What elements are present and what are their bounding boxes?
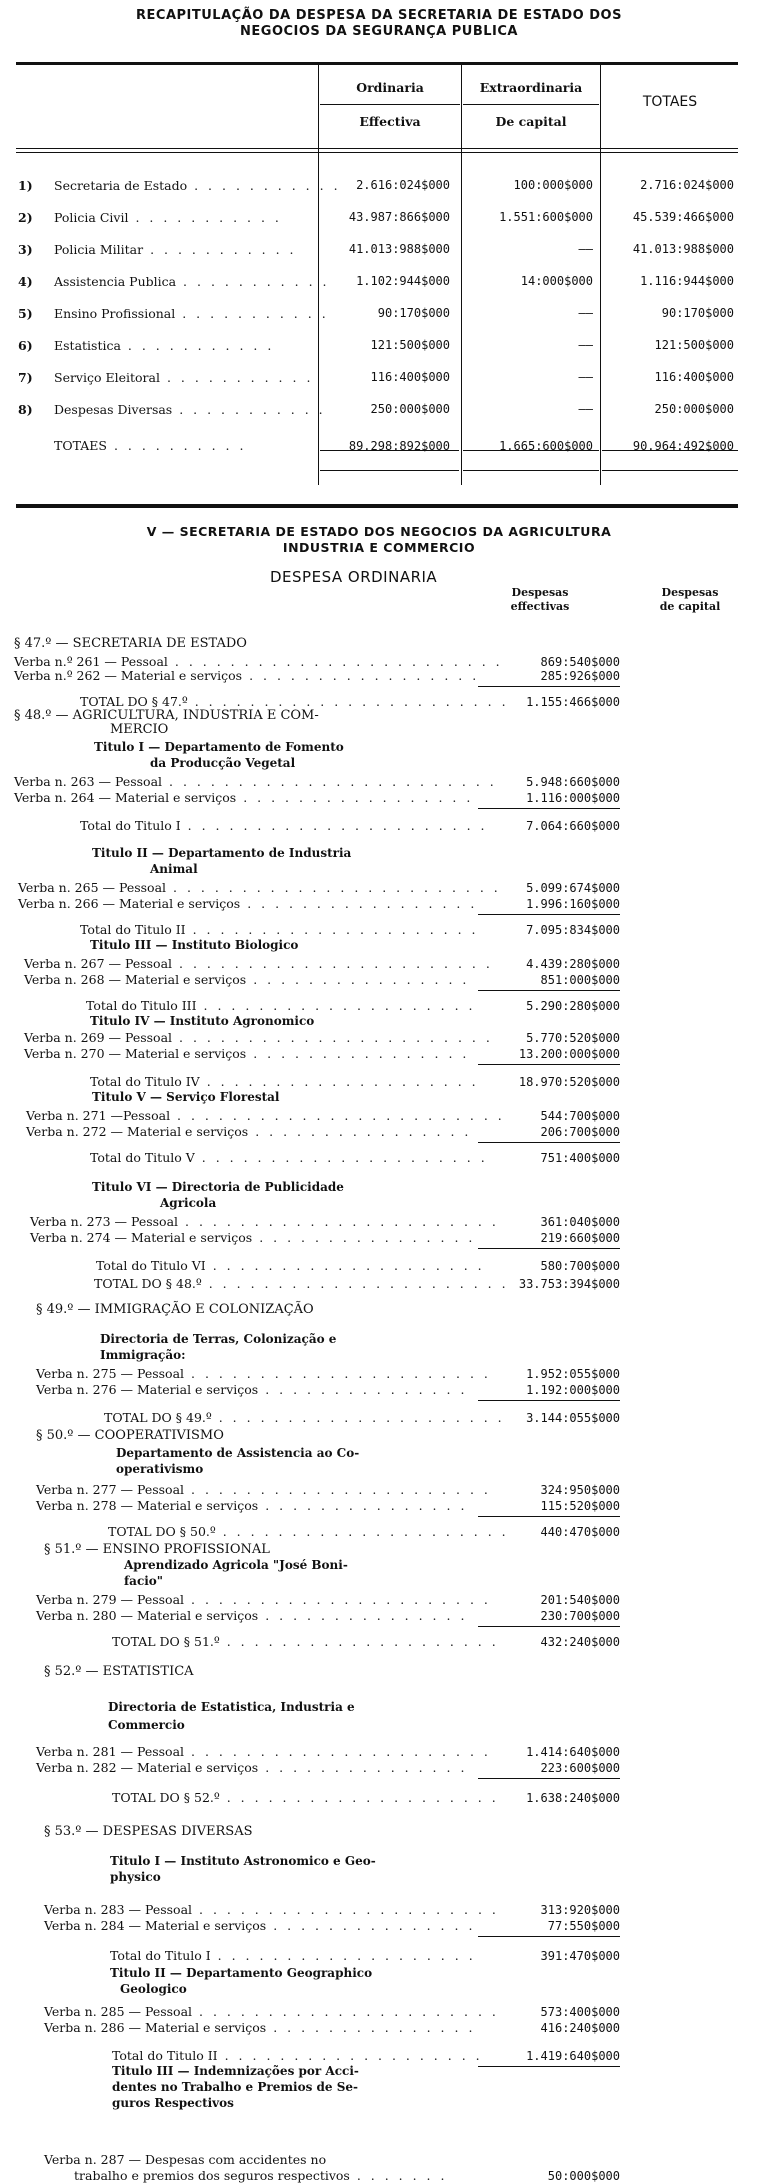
titulo-heading [92,1180,344,1194]
line-label: Immigração: [100,1348,186,1362]
line-value: 230:700$000 [540,1609,620,1623]
summary-row-extraordinaria: 100:000$000 [513,178,593,192]
line-value: 201:540$000 [540,1593,620,1607]
line-label: TOTAL DO § 47.º [80,694,188,709]
line-value: 115:520$000 [540,1499,620,1513]
summary-total-tot: 90.964:492$000 [632,439,734,453]
summary-row-number: 2) [18,210,33,225]
line-value: 285:926$000 [540,669,620,683]
verba-line: Verba n. 286 — Material e serviços . . . . . . . . . . . . . . . [44,2020,476,2035]
line-label: Verba n. 274 — Material e serviços [30,1230,253,1245]
line-label: Titulo III — Indemnizações por Acci- [112,2064,359,2078]
verba-line: Verba n. 269 — Pessoal . . . . . . . . . . . . . . . . . . . . . . . [24,1030,493,1045]
line-value: 7.095:834$000 [526,923,620,937]
summary-row-label-text: Secretaria de Estado [54,178,188,193]
total-line: TOTAL DO § 52.º . . . . . . . . . . . . . . . . . . . . [112,1790,499,1805]
line-value: 5.948:660$000 [526,775,620,789]
sum-rule [478,990,620,991]
summary-row-extraordinaria: —— [578,402,593,416]
line-label: Titulo III — Instituto Biologico [90,938,299,952]
sum-rule [478,1778,620,1779]
total-line: Total do Titulo II . . . . . . . . . . . . . . . . . . . . . [80,922,479,937]
line-value: 440:470$000 [540,1525,620,1539]
summary-row-ordinaria: 1.102:944$000 [356,274,450,288]
line-label: § 53.º — DESPESAS DIVERSAS [44,1824,253,1839]
verba-line: Verba n. 277 — Pessoal . . . . . . . . . . . . . . . . . . . . . . [36,1482,491,1497]
paragraph-heading [110,722,168,737]
summary-row-extraordinaria: 14:000$000 [520,274,593,288]
summary-row-extraordinaria: —— [578,338,593,352]
line-value: 223:600$000 [540,1761,620,1775]
verba-line: Verba n. 279 — Pessoal . . . . . . . . . . . . . . . . . . . . . . [36,1592,491,1607]
line-label: facio" [124,1574,164,1588]
summary-total-ord: 89.298:892$000 [348,439,450,453]
line-label: Directoria de Estatistica, Industria e [108,1700,355,1714]
col-extraordinaria: Extraordinaria [479,80,583,95]
paragraph-heading [36,1302,314,1317]
summary-row-number: 6) [18,338,33,353]
titulo-heading [112,2096,234,2110]
paragraph-heading [36,1428,224,1443]
titulo-heading [108,1700,355,1714]
verba-line: Verba n. 273 — Pessoal . . . . . . . . . . . . . . . . . . . . . . . [30,1214,499,1229]
double-rule-ord [320,470,459,471]
titulo-heading [124,1574,163,1588]
line-label: TOTAL DO § 49.º [104,1410,212,1425]
ord-subrule [320,104,460,105]
titulo-heading [160,1196,216,1210]
line-value: 313:920$000 [540,1903,620,1917]
summary-row-label-text: Assistencia Publica [54,274,177,289]
sum-rule [478,686,620,687]
line-label: trabalho e premios dos seguros respectivos [74,2168,350,2183]
titulo-heading [108,1718,185,1732]
verba-line: Verba n. 281 — Pessoal . . . . . . . . . . . . . . . . . . . . . . [36,1744,491,1759]
col-effectiva: Effectiva [359,114,421,129]
summary-total-label: TOTAES . . . . . . . . . . [54,438,247,453]
line-label: Verba n. 280 — Material e serviços [36,1608,259,1623]
summary-row-total: 2.716:024$000 [640,178,734,192]
line-value: 1.192:000$000 [526,1383,620,1397]
paragraph-heading [44,1542,270,1557]
sum-rule [478,1142,620,1143]
total-line: Total do Titulo I . . . . . . . . . . . . . . . . . . . [110,1948,476,1963]
total-line: TOTAL DO § 50.º . . . . . . . . . . . . . . . . . . . . . [108,1524,509,1539]
verba-line: Verba n. 266 — Material e serviços . . . . . . . . . . . . . . . . . [18,896,478,911]
line-label: Verba n. 263 — Pessoal [14,774,163,789]
line-label: Titulo VI — Directoria de Publicidade [92,1180,344,1194]
line-label: § 52.º — ESTATISTICA [44,1664,194,1679]
line-label: Verba n.º 262 — Material e serviços [14,668,243,683]
total-line: Total do Titulo V . . . . . . . . . . . . . . . . . . . . . [90,1150,488,1165]
line-value: 206:700$000 [540,1125,620,1139]
line-label: Total do Titulo I [110,1948,211,1963]
titulo-heading [110,1854,376,1868]
total-line: Total do Titulo I . . . . . . . . . . . . . . . . . . . . . . [80,818,488,833]
line-label: § 50.º — COOPERATIVISMO [36,1428,224,1443]
summary-row-extraordinaria: —— [578,306,593,320]
line-value: 33.753:394$000 [518,1277,620,1291]
col-divider-3 [600,65,601,485]
line-value: 5.099:674$000 [526,881,620,895]
col-ordinaria: Ordinaria [356,80,424,95]
col-divider-2 [461,65,462,485]
summary-row-label: Policia Civil . . . . . . . . . . . [54,210,282,225]
line-value: 432:240$000 [540,1635,620,1649]
line-label: § 48.º — AGRICULTURA, INDUSTRIA E COM- [14,708,319,723]
line-value: 18.970:520$000 [518,1075,620,1089]
line-value: 851:000$000 [540,973,620,987]
summary-row-number: 5) [18,306,33,321]
titulo-heading [124,1558,348,1572]
summary-total-ext: 1.665:600$000 [499,439,593,453]
titulo-heading [116,1446,359,1460]
line-label: Verba n. 285 — Pessoal [44,2004,193,2019]
summary-row-ordinaria: 2.616:024$000 [356,178,450,192]
paragraph-heading [44,1664,194,1679]
section-subtitle: DESPESA ORDINARIA [270,568,438,586]
summary-row-label-text: Policia Militar [54,242,144,257]
summary-row-label-text: Despesas Diversas [54,402,173,417]
summary-row-label: Assistencia Publica . . . . . . . . . . . [54,274,330,289]
line-label: Titulo V — Serviço Florestal [92,1090,280,1104]
total-line: TOTAL DO § 51.º . . . . . . . . . . . . . . . . . . . . [112,1634,499,1649]
line-label: Verba n. 270 — Material e serviços [24,1046,247,1061]
line-value: 5.770:520$000 [526,1031,620,1045]
sum-rule [478,1936,620,1937]
line-label: Verba n. 265 — Pessoal [18,880,167,895]
line-value: 544:700$000 [540,1109,620,1123]
line-label: TOTAL DO § 48.º [94,1276,202,1291]
summary-row-number: 3) [18,242,33,257]
summary-row-ordinaria: 41.013:988$000 [348,242,450,256]
total-line: TOTAL DO § 48.º . . . . . . . . . . . . . . . . . . . . . . [94,1276,509,1291]
summary-row-ordinaria: 121:500$000 [370,338,450,352]
verba-line: Verba n. 270 — Material e serviços . . . . . . . . . . . . . . . . [24,1046,470,1061]
verba-line: trabalho e premios dos seguros respectivos . . . . . . . [74,2168,448,2183]
titulo-heading [100,1348,186,1362]
verba-line: Verba n. 268 — Material e serviços . . . . . . . . . . . . . . . . [24,972,470,987]
line-label: Verba n. 268 — Material e serviços [24,972,247,987]
line-label: guros Respectivos [112,2096,234,2110]
line-label: Verba n. 279 — Pessoal [36,1592,185,1607]
line-value: 573:400$000 [540,2005,620,2019]
line-label: Verba n. 283 — Pessoal [44,1902,193,1917]
titulo-heading [94,740,344,754]
line-value: 1.638:240$000 [526,1791,620,1805]
line-value: 1.155:466$000 [526,695,620,709]
total-line: Total do Titulo IV . . . . . . . . . . . . . . . . . . . . [90,1074,479,1089]
sum-rule [478,1248,620,1249]
verba-line: Verba n. 278 — Material e serviços . . . . . . . . . . . . . . . [36,1498,468,1513]
line-label: Verba n. 271 —Pessoal [26,1108,171,1123]
summary-row-label: Policia Militar . . . . . . . . . . . [54,242,297,257]
line-label: Total do Titulo I [80,818,181,833]
line-label: Departamento de Assistencia ao Co- [116,1446,360,1460]
summary-row-ordinaria: 116:400$000 [370,370,450,384]
line-value: 77:550$000 [547,1919,620,1933]
line-label: Verba n. 269 — Pessoal [24,1030,173,1045]
summary-row-total: 116:400$000 [654,370,734,384]
summary-row-total: 45.539:466$000 [632,210,734,224]
paragraph-heading [14,708,319,723]
double-rule-tot [602,470,738,471]
summary-row-ordinaria: 250:000$000 [370,402,450,416]
line-label: dentes no Trabalho e Premios de Se- [112,2080,359,2094]
col-de-capital: De capital [495,114,567,129]
line-label: da Producção Vegetal [150,756,296,770]
line-value: 391:470$000 [540,1949,620,1963]
line-label: § 47.º — SECRETARIA DE ESTADO [14,636,247,651]
line-value: 1.419:640$000 [526,2049,620,2063]
titulo-heading [90,938,298,952]
line-label: TOTAL DO § 52.º [112,1790,220,1805]
section-title-line1: V — SECRETARIA DE ESTADO DOS NEGOCIOS DA AGRICULTURA [146,524,612,539]
paragraph-heading [14,636,247,651]
summary-row-extraordinaria: —— [578,242,593,256]
line-label: Verba n. 276 — Material e serviços [36,1382,259,1397]
line-label: Titulo IV — Instituto Agronomico [90,1014,315,1028]
summary-row-total: 41.013:988$000 [632,242,734,256]
line-label: Total do Titulo II [80,922,186,937]
summary-row-number: 7) [18,370,33,385]
verba-line: Verba n. 274 — Material e serviços . . . . . . . . . . . . . . . . [30,1230,476,1245]
line-label: § 49.º — IMMIGRAÇÃO E COLONIZAÇÃO [36,1302,314,1317]
line-label: Titulo II — Departamento de Industria [92,846,352,860]
titulo-heading [110,1870,161,1884]
summary-row-label-text: Serviço Eleitoral [54,370,160,385]
line-value: 219:660$000 [540,1231,620,1245]
col-despesas-capital-2: de capital [659,600,721,613]
titulo-heading [120,1982,187,1996]
verba-line: Verba n. 275 — Pessoal . . . . . . . . . . . . . . . . . . . . . . [36,1366,491,1381]
section-separator [16,504,738,508]
total-line: Total do Titulo VI . . . . . . . . . . . . . . . . . . . . [96,1258,485,1273]
line-value: 416:240$000 [540,2021,620,2035]
line-label: MERCIO [110,722,169,737]
col-despesas-capital-1: Despesas [661,586,719,599]
summary-title-line1: RECAPITULAÇÃO DA DESPESA DA SECRETARIA DE ESTADO DOS [136,8,622,23]
summary-row-total: 1.116:944$000 [640,274,734,288]
summary-row-total: 121:500$000 [654,338,734,352]
line-label: Agricola [160,1196,217,1210]
verba-line: Verba n. 272 — Material e serviços . . . . . . . . . . . . . . . . [26,1124,472,1139]
line-value: 5.290:280$000 [526,999,620,1013]
summary-row-number: 8) [18,402,33,417]
titulo-heading [90,1014,314,1028]
sum-rule [478,808,620,809]
line-label: Verba n. 278 — Material e serviços [36,1498,259,1513]
summary-row-total: 90:170$000 [661,306,734,320]
line-value: 751:400$000 [540,1151,620,1165]
line-label: Verba n. 286 — Material e serviços [44,2020,267,2035]
verba-line: Verba n. 271 —Pessoal . . . . . . . . . . . . . . . . . . . . . . . . [26,1108,505,1123]
verba-line: Verba n. 280 — Material e serviços . . . . . . . . . . . . . . . [36,1608,468,1623]
line-label: Verba n. 287 — Despesas com accidentes no [44,2152,327,2167]
summary-row-number: 1) [18,178,33,193]
verba-line: Verba n.º 261 — Pessoal . . . . . . . . . . . . . . . . . . . . . . . . [14,654,503,669]
sum-rule [478,2066,620,2067]
line-value: 361:040$000 [540,1215,620,1229]
line-label: Total do Titulo II [112,2048,218,2063]
line-label: Directoria de Terras, Colonização e [100,1332,337,1346]
line-label: Total do Titulo IV [90,1074,200,1089]
sum-rule [478,1400,620,1401]
titulo-heading [100,1332,336,1346]
line-label: Verba n. 282 — Material e serviços [36,1760,259,1775]
sum-rule [478,914,620,915]
line-label: Verba n. 267 — Pessoal [24,956,173,971]
verba-line [44,2152,326,2167]
verba-line: Verba n. 282 — Material e serviços . . . . . . . . . . . . . . . [36,1760,468,1775]
line-label: Commercio [108,1718,185,1732]
line-label: Verba n. 284 — Material e serviços [44,1918,267,1933]
summary-row-label-text: Ensino Profissional [54,306,176,321]
titulo-heading [92,1090,279,1104]
verba-line: Verba n. 264 — Material e serviços . . . . . . . . . . . . . . . . . [14,790,474,805]
line-label: Verba n. 275 — Pessoal [36,1366,185,1381]
total-line: Total do Titulo III . . . . . . . . . . . . . . . . . . . . [86,998,476,1013]
titulo-heading [110,1966,372,1980]
line-label: Titulo II — Departamento Geographico [110,1966,373,1980]
line-label: Titulo I — Departamento de Fomento [94,740,344,754]
verba-line: Verba n. 267 — Pessoal . . . . . . . . . . . . . . . . . . . . . . . [24,956,493,971]
summary-row-label-text: Policia Civil [54,210,129,225]
titulo-heading [92,846,351,860]
line-label: Total do Titulo V [90,1150,195,1165]
line-label: Verba n. 281 — Pessoal [36,1744,185,1759]
line-label: physico [110,1870,161,1884]
paragraph-heading [44,1824,253,1839]
summary-row-total: 250:000$000 [654,402,734,416]
line-value: 1.996:160$000 [526,897,620,911]
line-value: 1.116:000$000 [526,791,620,805]
line-label: Total do Titulo VI [96,1258,206,1273]
line-label: Total do Titulo III [86,998,197,1013]
line-label: operativismo [116,1462,204,1476]
line-value: 4.439:280$000 [526,957,620,971]
verba-line: Verba n. 285 — Pessoal . . . . . . . . . . . . . . . . . . . . . . [44,2004,499,2019]
summary-row-label: Ensino Profissional . . . . . . . . . . . [54,306,329,321]
line-value: 1.414:640$000 [526,1745,620,1759]
sum-rule [478,1064,620,1065]
double-rule-ext [463,470,599,471]
table-top-rule [16,62,738,65]
line-value: 3.144:055$000 [526,1411,620,1425]
verba-line: Verba n. 283 — Pessoal . . . . . . . . . . . . . . . . . . . . . . [44,1902,499,1917]
summary-row-ordinaria: 43.987:866$000 [348,210,450,224]
line-label: TOTAL DO § 50.º [108,1524,216,1539]
titulo-heading [116,1462,203,1476]
col-totaes: TOTAES [642,94,698,110]
summary-row-label: Despesas Diversas . . . . . . . . . . . [54,402,326,417]
titulo-heading [112,2064,359,2078]
line-label: § 51.º — ENSINO PROFISSIONAL [44,1542,270,1557]
line-value: 7.064:660$000 [526,819,620,833]
line-value: 13.200:000$000 [518,1047,620,1061]
line-label: TOTAL DO § 51.º [112,1634,220,1649]
verba-line: Verba n. 263 — Pessoal . . . . . . . . . . . . . . . . . . . . . . . . [14,774,497,789]
line-label: Verba n. 264 — Material e serviços [14,790,237,805]
line-label: Verba n. 273 — Pessoal [30,1214,179,1229]
total-line: TOTAL DO § 47.º . . . . . . . . . . . . . . . . . . . . . . . [80,694,509,709]
table-header-rule-2 [16,152,738,153]
summary-row-label: Serviço Eleitoral . . . . . . . . . . . [54,370,314,385]
col-despesas-effectivas-2: effectivas [510,600,570,613]
summary-row-number: 4) [18,274,33,289]
titulo-heading [150,862,198,876]
ext-subrule [463,104,599,105]
titulo-heading [112,2080,358,2094]
col-despesas-effectivas-1: Despesas [511,586,569,599]
line-label: Geologico [120,1982,187,1996]
line-label: Verba n. 272 — Material e serviços [26,1124,249,1139]
verba-line: Verba n.º 262 — Material e serviços . . . . . . . . . . . . . . . . . [14,668,480,683]
line-label: Titulo I — Instituto Astronomico e Geo- [110,1854,376,1868]
line-label: Aprendizado Agricola "José Boni- [124,1558,348,1572]
summary-row-ordinaria: 90:170$000 [377,306,450,320]
line-value: 324:950$000 [540,1483,620,1497]
summary-title-line2: NEGOCIOS DA SEGURANÇA PUBLICA [240,24,518,39]
verba-line: Verba n. 284 — Material e serviços . . . . . . . . . . . . . . . [44,1918,476,1933]
line-value: 1.952:055$000 [526,1367,620,1381]
line-label: Verba n.º 261 — Pessoal [14,654,168,669]
summary-row-extraordinaria: 1.551:600$000 [499,210,593,224]
total-line: Total do Titulo II . . . . . . . . . . . . . . . . . . . [112,2048,483,2063]
line-label: Animal [150,862,198,876]
line-label: Verba n. 277 — Pessoal [36,1482,185,1497]
summary-row-label: Estatistica . . . . . . . . . . . [54,338,275,353]
line-label: Verba n. 266 — Material e serviços [18,896,241,911]
sum-rule [478,1626,620,1627]
summary-row-label: Secretaria de Estado . . . . . . . . . . . [54,178,341,193]
section-title-line2: INDUSTRIA E COMMERCIO [282,540,476,555]
summary-row-extraordinaria: —— [578,370,593,384]
table-header-rule [16,148,738,149]
total-line: TOTAL DO § 49.º . . . . . . . . . . . . . . . . . . . . . [104,1410,505,1425]
verba-line: Verba n. 276 — Material e serviços . . . . . . . . . . . . . . . [36,1382,468,1397]
titulo-heading [150,756,295,770]
line-value: 869:540$000 [540,655,620,669]
sum-rule [478,1516,620,1517]
summary-row-label-text: Estatistica [54,338,121,353]
line-value: 580:700$000 [540,1259,620,1273]
line-value: 50:000$000 [547,2169,620,2183]
verba-line: Verba n. 265 — Pessoal . . . . . . . . . . . . . . . . . . . . . . . . [18,880,501,895]
